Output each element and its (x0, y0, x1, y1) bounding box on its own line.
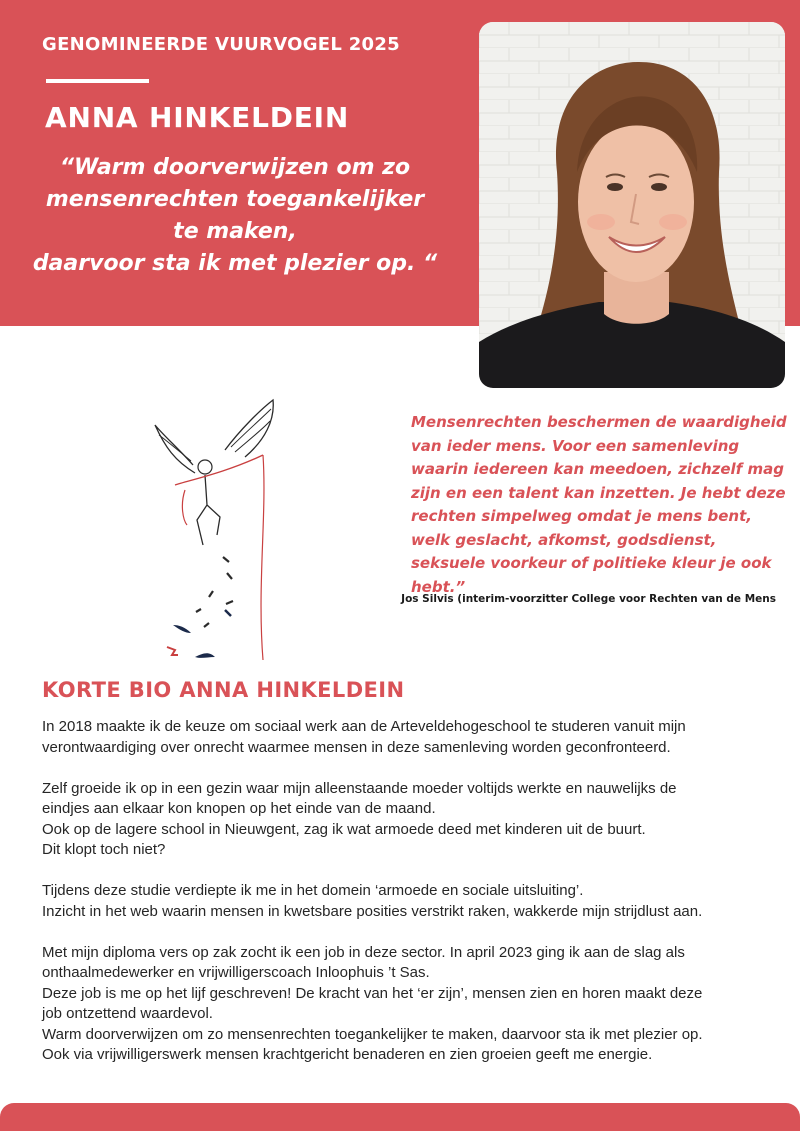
title-divider (46, 79, 149, 83)
quote-line: mensenrechten toegankelijker (45, 187, 425, 212)
firebird-illustration (145, 395, 285, 685)
bio-heading: KORTE BIO ANNA HINKELDEIN (42, 678, 405, 702)
bio-line: Dit klopt toch niet? (42, 841, 166, 858)
quote-line: te maken, (173, 219, 297, 244)
quote-line: daarvoor sta ik met plezier op. “ (32, 251, 438, 276)
paragraph-gap (42, 861, 782, 882)
footer-band (0, 1103, 800, 1131)
bio-line: Deze job is me op het lijf geschreven! De kracht van het ‘er zijn’, mensen zien en horen maakt deze (42, 984, 703, 1002)
bio-line: In 2018 maakte ik de keuze om sociaal werk aan de Arteveldehogeschool te studeren vanuit mijn (42, 718, 686, 735)
nominee-quote (20, 152, 450, 280)
statement-source: Jos Silvis (interim-voorzitter College voor Rechten van de Mens (401, 593, 776, 605)
bio-line: Zelf groeide ik op in een gezin waar mijn alleenstaande moeder voltijds werkte en nauwelijks de (42, 779, 677, 797)
bio-line: Met mijn diploma vers op zak zocht ik een job in deze sector. In april 2023 ging ik aan de slag als (42, 943, 685, 961)
paragraph-gap (42, 922, 782, 943)
bio-line: Warm doorverwijzen om zo mensenrechten toegankelijker te maken, daarvoor sta ik met plezier op. (42, 1025, 703, 1043)
bio-line: Inzicht in het web waarin mensen in kwetsbare posities verstrikt raken, wakkerde mijn strijdlust aan. (42, 902, 703, 920)
quote-line: “Warm doorverwijzen om zo (59, 155, 411, 180)
person-name: ANNA HINKELDEIN (45, 101, 350, 134)
human-rights-statement: Mensenrechten beschermen de waardigheid van ieder mens. Voor een samenleving waarin iedereen kan meedoen, zichzelf mag zijn en een talent kan inzetten. Je hebt deze rechten simpelweg omdat je mens bent, welk geslacht, afkomst, godsdienst, seksuele voorkeur of politieke kleur je ook hebt.” (411, 413, 787, 596)
bio-line: Ook op de lagere school in Nieuwgent, zag ik wat armoede deed met kinderen uit de buurt. (42, 820, 646, 838)
bio-line: job ontzettend waardevol. (42, 1005, 213, 1022)
paragraph-gap (42, 758, 782, 779)
portrait-photo (479, 22, 785, 388)
bio-line: Tijdens deze studie verdiepte ik me in het domein ‘armoede en sociale uitsluiting’. (42, 882, 584, 899)
bio-line: Ook via vrijwilligerswerk mensen krachtgericht benaderen en zien groeien geeft me energie. (42, 1046, 653, 1063)
bio-line: onthaalmedewerker en vrijwilligerscoach Inloophuis ’t Sas. (42, 964, 430, 981)
nominee-title: GENOMINEERDE VUURVOGEL 2025 (42, 34, 401, 55)
bio-line: eindjes aan elkaar kon knopen op het einde van de maand. (42, 800, 436, 817)
bio-body (42, 717, 782, 1066)
bio-line: verontwaardiging over onrecht waarmee mensen in deze samenleving worden geconfronteerd. (42, 738, 671, 756)
